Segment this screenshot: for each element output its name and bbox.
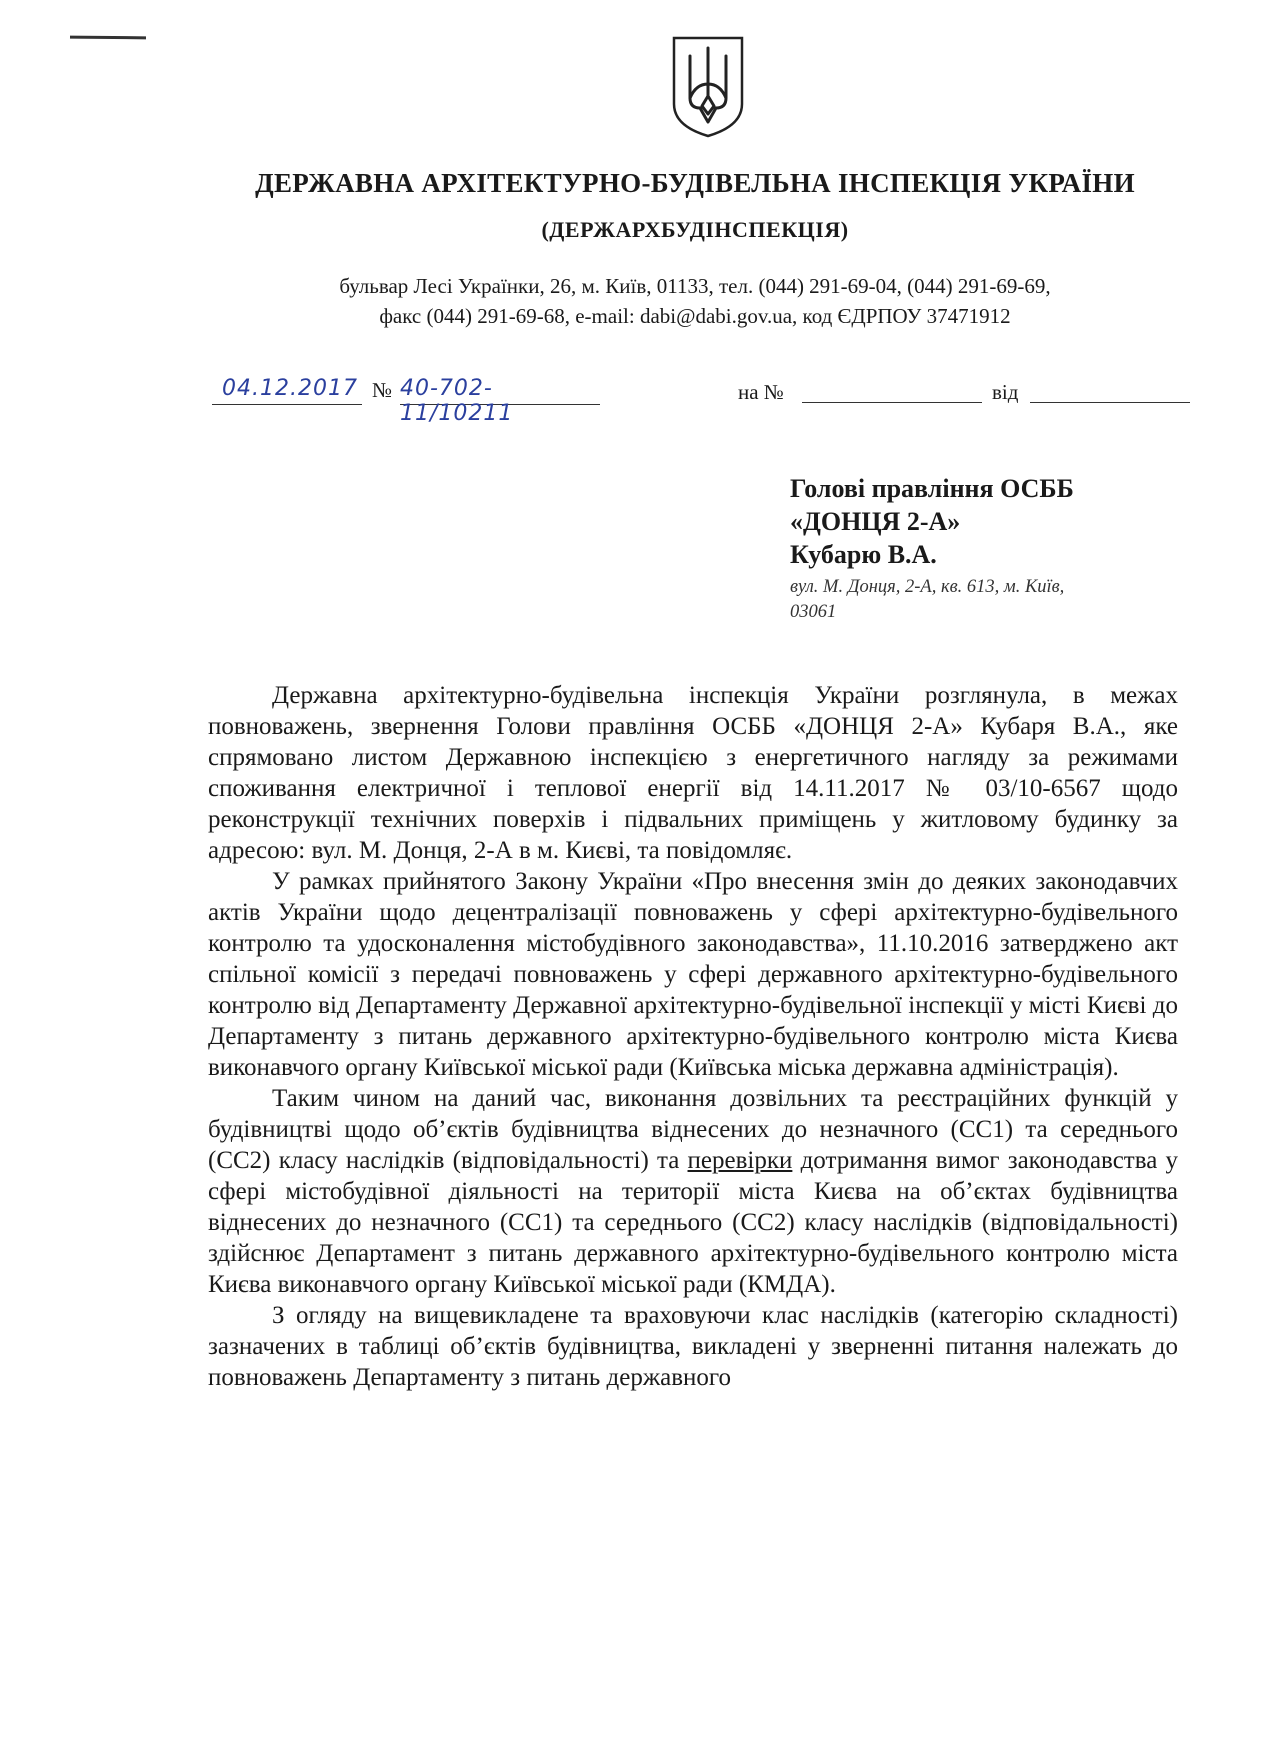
registration-number: 40-702-11/10211 xyxy=(400,376,514,426)
reference-label: на № xyxy=(738,380,784,404)
coat-of-arms-icon xyxy=(670,34,746,140)
registration-row xyxy=(212,374,1212,426)
paragraph-2: У рамках прийнятого Закону України «Про внесення змін до деяких законодавчих актів України щодо децентралізації повноважень у сфері архітектурно-будівельного контролю та удосконалення містобудівного законодавства», 11.10.2016 затверджено акт спільної комісії з передачі повноважень у сфері державного архітектурно-будівельного контролю від Департаменту Державної архітектурно-будівельної інспекції у місті Києві до Департаменту з питань державного архітектурно-будівельного контролю міста Києва виконавчого органу Київської міської ради (Київська міська державна адміністрація). xyxy=(208,868,1178,1081)
recipient-name: Кубарю В.А. xyxy=(790,540,937,569)
recipient-address xyxy=(790,575,1170,625)
agency-name: ДЕРЖАВНА АРХІТЕКТУРНО-БУДІВЕЛЬНА ІНСПЕКЦІЯ УКРАЇНИ xyxy=(255,168,1135,198)
underlined-word: перевірки xyxy=(687,1147,793,1174)
paragraph-1: Державна архітектурно-будівельна інспекція України розглянула, в межах повноважень, звернення Голови правління ОСББ «ДОНЦЯ 2-А» Кубаря В.А., яке спрямовано листом Державною інспекцією з енергетичного нагляду за режимами споживання електричної і теплової енергії від 14.11.2017 № 03/10-6567 щодо реконструкції технічних поверхів і підвальних приміщень у житловому будинку за адресою: вул. М. Донця, 2-А в м. Києві, та повідомляє. xyxy=(208,682,1178,864)
number-label: № xyxy=(372,378,393,402)
reference-date-blank xyxy=(1030,402,1190,403)
paragraph-3-part-1: Таким чином на даний час, виконання дозвільних та реєстраційних функцій у будівництві щодо об’єктів будівництва віднесених до незначного (СС1) та середнього (СС2) класу наслідків (відповідальності) та xyxy=(208,1085,1178,1174)
corner-mark xyxy=(70,36,146,40)
letter-body xyxy=(208,680,1178,1393)
recipient-address-line: вул. М. Донця, 2-А, кв. 613, м. Київ, xyxy=(790,577,1065,597)
recipient-title: Голові правління ОСББ xyxy=(790,474,1074,503)
agency-short-name: (ДЕРЖАРХБУДІНСПЕКЦІЯ) xyxy=(541,217,849,242)
paragraph-3-part-2: дотримання вимог законодавства у сфері містобудівної діяльності на території міста Києва на об’єктах будівництва віднесених до незначного (СС1) та середнього (СС2) класу наслідків (відповідальності) здійснює Департамент з питань державного архітектурно-будівельного контролю міста Києва виконавчого органу Київської міської ради (КМДА). xyxy=(208,1147,1178,1298)
registration-date-field xyxy=(212,374,362,405)
recipient-organization: «ДОНЦЯ 2-А» xyxy=(790,507,961,536)
agency-contacts: факс (044) 291-69-68, e-mail: dabi@dabi.gov.ua, код ЄДРПОУ 37471912 xyxy=(379,304,1011,328)
recipient-postcode: 03061 xyxy=(790,602,837,622)
recipient-block xyxy=(790,472,1190,625)
agency-address: бульвар Лесі Українки, 26, м. Київ, 01133, тел. (044) 291-69-04, (044) 291-69-69, xyxy=(339,274,1051,298)
reference-from-label: від xyxy=(992,380,1019,404)
registration-date: 04.12.2017 xyxy=(222,376,358,401)
reference-number-blank xyxy=(802,402,982,403)
registration-number-field xyxy=(400,374,600,426)
paragraph-4: З огляду на вищевикладене та враховуючи клас наслідків (категорію складності) зазначених в таблиці об’єктів будівництва, викладені у зверненні питання належать до повноважень Департаменту з питань державного xyxy=(208,1302,1178,1391)
paragraph-3 xyxy=(208,1083,1178,1300)
